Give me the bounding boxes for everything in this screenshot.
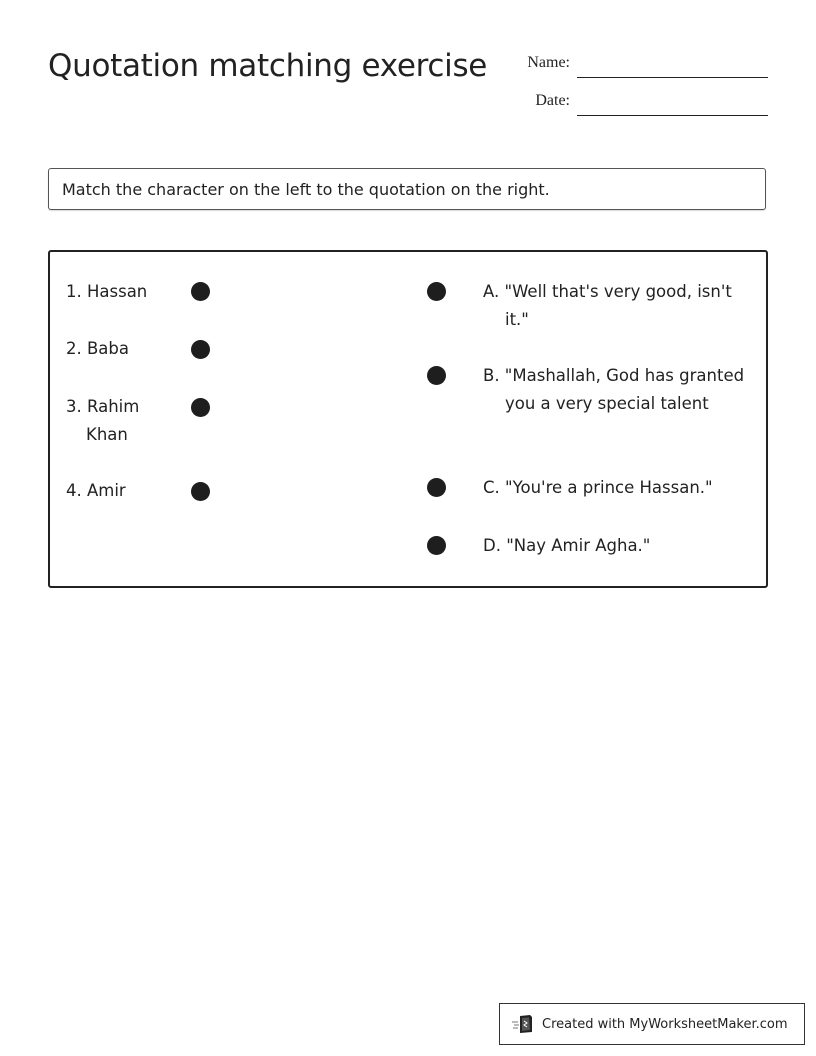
right-item: [483, 532, 753, 560]
right-dot-b[interactable]: [427, 366, 446, 385]
matching-box: [48, 250, 768, 588]
left-dot-4[interactable]: [191, 482, 210, 501]
right-item: [483, 362, 753, 418]
date-label: Date:: [535, 92, 570, 109]
left-item: [66, 393, 146, 449]
left-item-label: 1. Hassan: [66, 282, 148, 301]
left-dot-2[interactable]: [191, 340, 210, 359]
right-dot-c[interactable]: [427, 478, 446, 497]
instructions-text: Match the character on the left to the quotation on the right.: [62, 179, 550, 199]
instructions-box: [48, 168, 766, 210]
name-line[interactable]: [577, 47, 768, 78]
right-dot-a[interactable]: [427, 282, 446, 301]
right-item-label: C. "You're a prince Hassan.": [483, 478, 713, 497]
date-field[interactable]: [510, 86, 768, 116]
right-dot-d[interactable]: [427, 536, 446, 555]
left-item: [66, 335, 166, 363]
left-item-label: 2. Baba: [66, 339, 130, 358]
right-item-label: D. "Nay Amir Agha.": [483, 536, 651, 555]
right-item-label: A. "Well that's very good, isn't it.": [483, 282, 732, 329]
left-item: [66, 477, 166, 505]
name-label: Name:: [527, 54, 570, 71]
left-dot-3[interactable]: [191, 398, 210, 417]
worksheet-logo-icon: [512, 1014, 536, 1034]
footer-text: Created with MyWorksheetMaker.com: [542, 1016, 788, 1032]
left-item-label: 4. Amir: [66, 481, 126, 500]
left-item: [66, 278, 166, 306]
left-item-label: 3. Rahim Khan: [66, 397, 140, 444]
date-line[interactable]: [577, 85, 768, 116]
name-field[interactable]: [510, 48, 768, 78]
right-item: [483, 278, 753, 334]
right-item-label: B. "Mashallah, God has granted you a very special talent: [483, 366, 745, 413]
left-dot-1[interactable]: [191, 282, 210, 301]
right-item: [483, 474, 753, 502]
page-title: Quotation matching exercise: [48, 48, 488, 84]
footer-badge[interactable]: [499, 1003, 805, 1045]
